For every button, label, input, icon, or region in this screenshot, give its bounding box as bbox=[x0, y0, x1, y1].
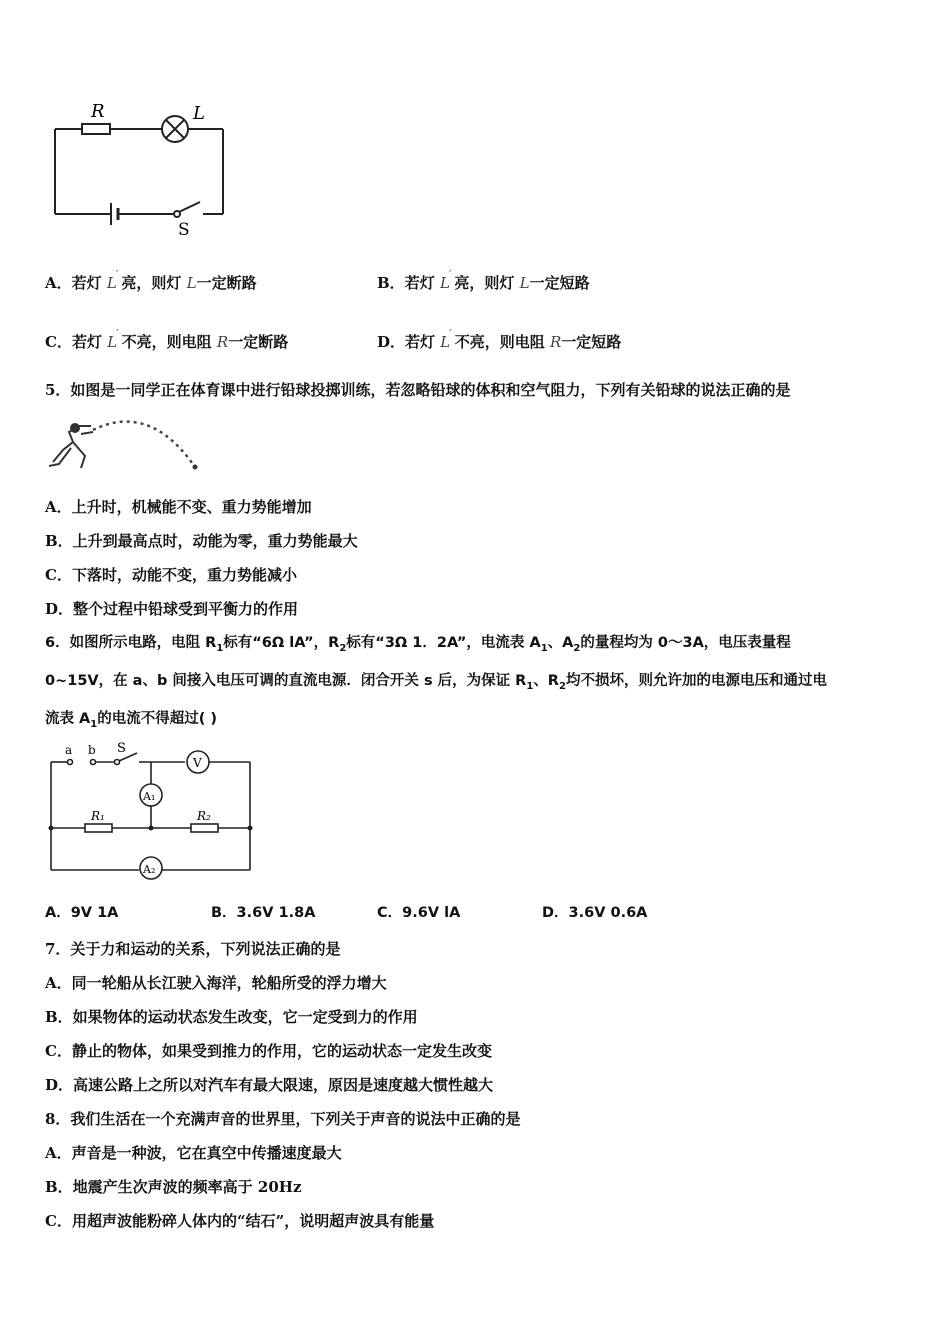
q5-option-a: A．上升时，机械能不变、重力势能增加 bbox=[45, 498, 312, 516]
q4-option-a: A．若灯 L′ 亮，则灯 L一定断路 bbox=[45, 268, 257, 292]
label-A2: A₂ bbox=[143, 863, 156, 876]
q8-option-b: B．地震产生次声波的频率高于 20Hz bbox=[45, 1178, 302, 1196]
q8-option-c: C．用超声波能粉碎人体内的“结石”，说明超声波具有能量 bbox=[45, 1212, 435, 1230]
q5-option-c: C．下落时，动能不变，重力势能减小 bbox=[45, 566, 297, 584]
q8-stem: 8．我们生活在一个充满声音的世界里，下列关于声音的说法中正确的是 bbox=[45, 1110, 521, 1128]
label-S: S bbox=[117, 741, 126, 756]
q7-stem: 7．关于力和运动的关系，下列说法正确的是 bbox=[45, 940, 341, 958]
shot-put-figure bbox=[45, 412, 205, 474]
label-L: L bbox=[193, 103, 205, 124]
terminal-b bbox=[91, 760, 96, 765]
q4-option-b: B．若灯 L′ 亮，则灯 L一定短路 bbox=[377, 268, 590, 292]
q8-option-a: A．声音是一种波，它在真空中传播速度最大 bbox=[45, 1144, 342, 1162]
label-a: a bbox=[65, 743, 73, 757]
label-A1: A₁ bbox=[143, 790, 156, 803]
resistor-R2-symbol bbox=[191, 824, 218, 832]
q5-option-d: D．整个过程中铅球受到平衡力的作用 bbox=[45, 600, 299, 618]
q6-stem-line2: 0~15V，在 a、b 间接入电压可调的直流电源．闭合开关 s 后，为保证 $R_1$、$R_2$均不损坏，则允许加的电源电压和通过电 bbox=[45, 673, 827, 692]
q5-stem: 5．如图是一同学正在体育课中进行铅球投掷训练，若忽略铅球的体积和空气阻力，下列有关铅球的说法正确的是 bbox=[45, 381, 791, 399]
q4-option-d: D．若灯 L′ 不亮，则电阻 R一定短路 bbox=[377, 327, 622, 351]
trajectory-path bbox=[93, 422, 195, 467]
label-S: S bbox=[178, 220, 190, 240]
q6-option-c: C．9.6V lA bbox=[377, 905, 461, 921]
q6-stem-line1: 6．如图所示电路，电阻 $R_1$标有“6Ω lA”，$R_2$标有“3Ω 1．2A”，电流表 $A_1$、$A_2$的量程均为 0～3A，电压表量程 bbox=[45, 635, 791, 654]
q6-option-b: B．3.6V 1.8A bbox=[211, 905, 316, 921]
resistor-R-symbol bbox=[82, 124, 110, 134]
circuit-diagram-2 bbox=[45, 740, 260, 882]
q6-stem-line3: 流表 $A_1$的电流不得超过( ) bbox=[45, 711, 218, 730]
label-R1: R₁ bbox=[91, 809, 105, 823]
terminal-a bbox=[68, 760, 73, 765]
label-V: V bbox=[193, 756, 202, 770]
label-b: b bbox=[88, 743, 96, 757]
resistor-R1-symbol bbox=[85, 824, 112, 832]
q7-option-b: B．如果物体的运动状态发生改变，它一定受到力的作用 bbox=[45, 1008, 418, 1026]
q7-option-a: A．同一轮船从长江驶入海洋，轮船所受的浮力增大 bbox=[45, 974, 387, 992]
label-R2: R₂ bbox=[197, 809, 211, 823]
q7-option-c: C．静止的物体，如果受到推力的作用，它的运动状态一定发生改变 bbox=[45, 1042, 492, 1060]
q6-option-a: A．9V 1A bbox=[45, 905, 119, 921]
q4-option-c: C．若灯 L′ 不亮，则电阻 R一定断路 bbox=[45, 327, 289, 351]
shot-ball bbox=[193, 465, 198, 470]
q6-option-d: D．3.6V 0.6A bbox=[542, 905, 648, 921]
circuit-diagram-1 bbox=[45, 95, 245, 240]
q7-option-d: D．高速公路上之所以对汽车有最大限速，原因是速度越大惯性越大 bbox=[45, 1076, 494, 1094]
label-R: R bbox=[91, 101, 105, 122]
q5-option-b: B．上升到最高点时，动能为零，重力势能最大 bbox=[45, 532, 358, 550]
